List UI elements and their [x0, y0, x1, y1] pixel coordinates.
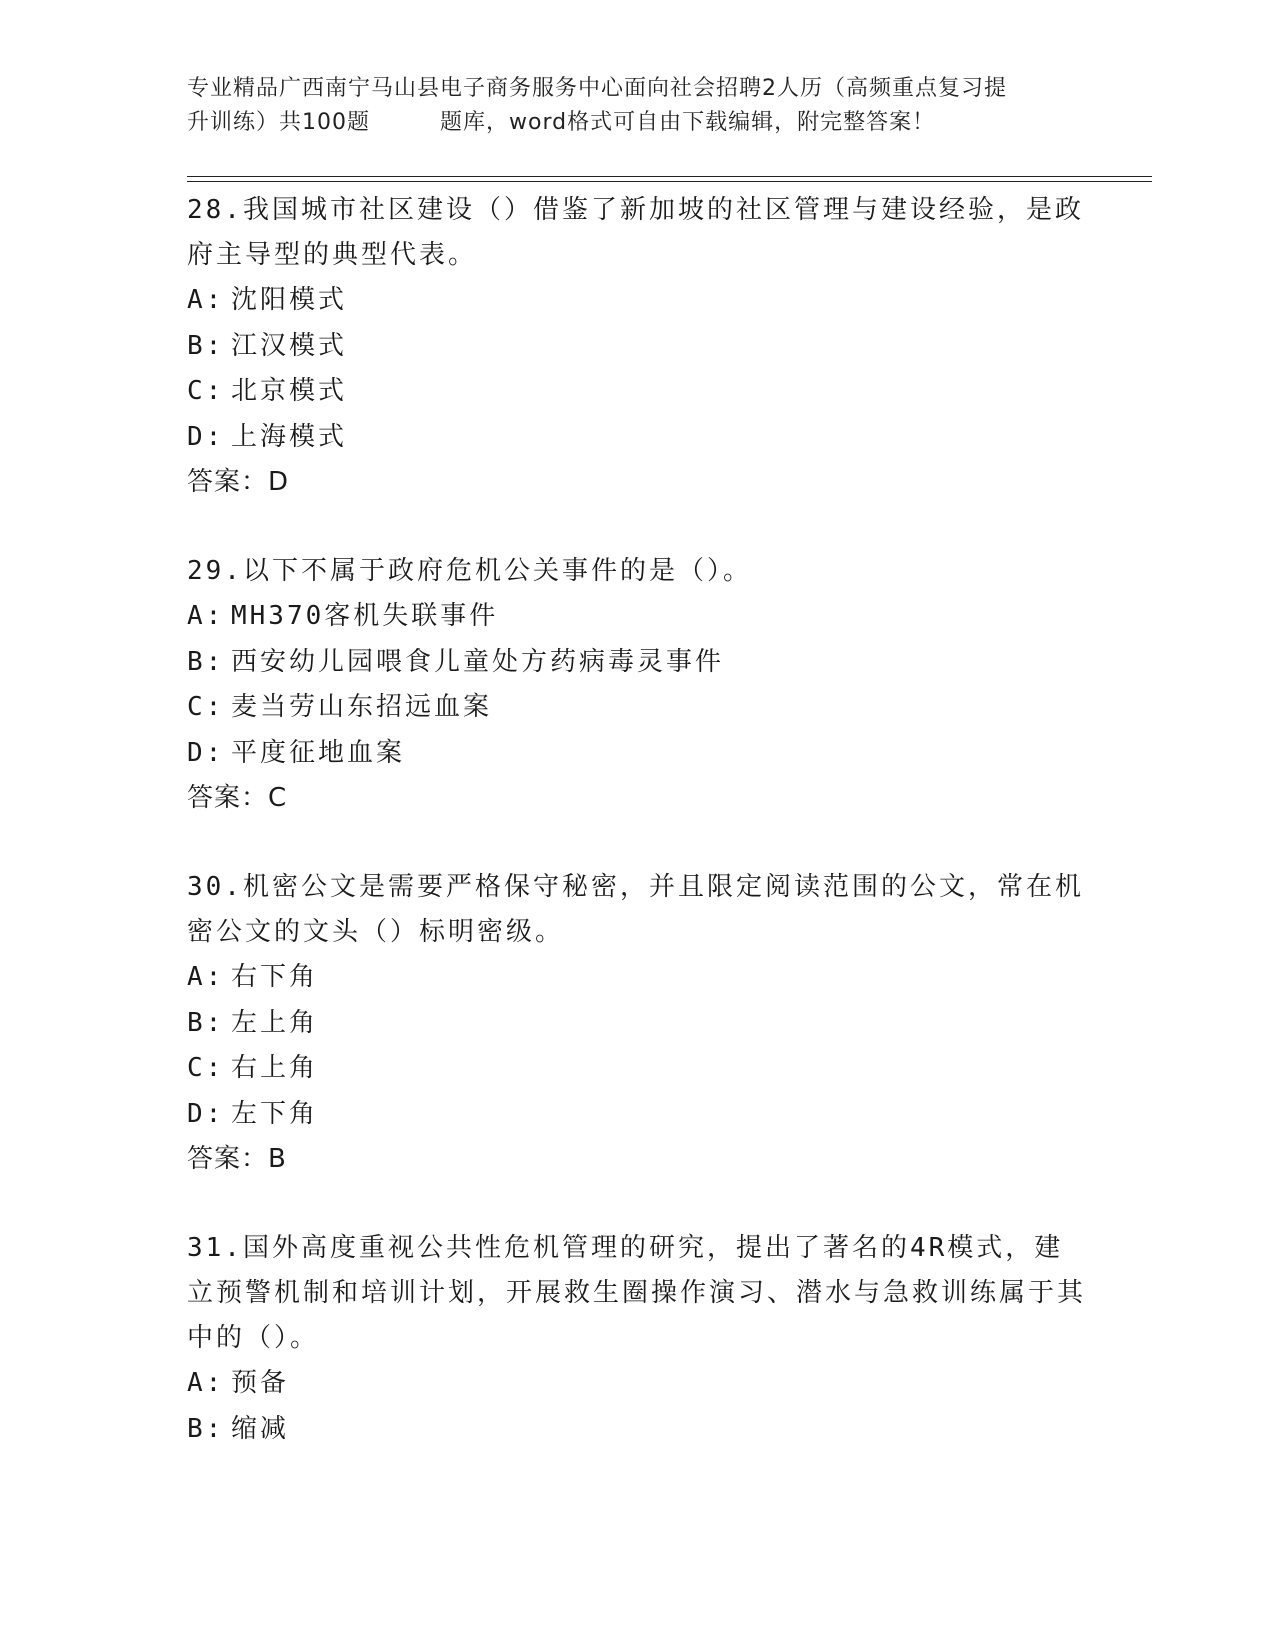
option-key: A: — [187, 601, 225, 631]
option-key: B: — [187, 646, 225, 677]
option-key: D: — [187, 737, 225, 768]
question-31 — [187, 1226, 1087, 1452]
option-c — [187, 685, 1087, 731]
question-28 — [187, 188, 1087, 505]
option-key: B: — [187, 330, 225, 361]
option-b — [187, 1001, 1087, 1047]
header-divider-top — [187, 176, 1152, 177]
question-stem: 28.我国城市社区建设（）借鉴了新加坡的社区管理与建设经验，是政府主导型的典型代表。 — [187, 195, 1084, 270]
option-text: 右上角 — [231, 1053, 319, 1083]
option-d — [187, 1092, 1087, 1138]
option-b — [187, 640, 1087, 686]
option-key: C: — [187, 692, 225, 722]
option-text: 左下角 — [231, 1098, 319, 1129]
question-30 — [187, 865, 1087, 1182]
option-key: D: — [187, 1098, 225, 1129]
option-text: 平度征地血案 — [231, 737, 406, 768]
option-key: D: — [187, 421, 225, 452]
header-line-2-left: 升训练）共100题 — [187, 110, 370, 135]
question-stem: 31.国外高度重视公共性危机管理的研究，提出了著名的4R模式，建立预警机制和培训计划，开展救生圈操作演习、潜水与急救训练属于其中的（）。 — [187, 1233, 1087, 1353]
option-text: 西安幼儿园喂食儿童处方药病毒灵事件 — [231, 646, 725, 677]
option-a — [187, 278, 1087, 324]
option-a — [187, 1361, 1087, 1407]
option-text: MH370客机失联事件 — [231, 601, 499, 631]
option-key: C: — [187, 376, 225, 406]
question-list — [187, 188, 1087, 1496]
option-text: 预备 — [231, 1368, 290, 1398]
header-line-2-right: 题库，word格式可自由下载编辑，附完整答案！ — [440, 110, 936, 135]
option-text: 沈阳模式 — [231, 285, 348, 315]
option-text: 左上角 — [231, 1007, 319, 1038]
question-stem: 29.以下不属于政府危机公关事件的是（）。 — [187, 556, 752, 586]
option-key: A: — [187, 962, 225, 992]
option-b — [187, 1407, 1087, 1453]
option-text: 江汉模式 — [231, 330, 348, 361]
option-d — [187, 415, 1087, 461]
option-key: A: — [187, 285, 225, 315]
question-stem: 30.机密公文是需要严格保守秘密，并且限定阅读范围的公文，常在机密公文的文头（）标明密级。 — [187, 872, 1084, 947]
option-key: B: — [187, 1413, 225, 1444]
option-key: C: — [187, 1053, 225, 1083]
option-text: 北京模式 — [231, 376, 348, 406]
option-text: 缩减 — [231, 1413, 290, 1444]
option-text: 上海模式 — [231, 421, 348, 452]
option-c — [187, 369, 1087, 415]
answer-line: 答案：D — [187, 467, 290, 497]
option-key: A: — [187, 1368, 225, 1398]
option-a — [187, 594, 1087, 640]
answer-line: 答案：B — [187, 1144, 287, 1174]
option-d — [187, 731, 1087, 777]
option-text: 麦当劳山东招远血案 — [231, 692, 493, 722]
option-a — [187, 955, 1087, 1001]
option-b — [187, 324, 1087, 370]
header-divider-bottom — [187, 181, 1152, 182]
option-text: 右下角 — [231, 962, 319, 992]
option-c — [187, 1046, 1087, 1092]
document-header — [187, 72, 1087, 140]
question-29 — [187, 549, 1087, 821]
header-line-1: 专业精品广西南宁马山县电子商务服务中心面向社会招聘2人历（高频重点复习提 — [187, 76, 1007, 101]
header-line-2 — [187, 106, 1087, 140]
answer-line: 答案：C — [187, 783, 288, 813]
option-key: B: — [187, 1007, 225, 1038]
